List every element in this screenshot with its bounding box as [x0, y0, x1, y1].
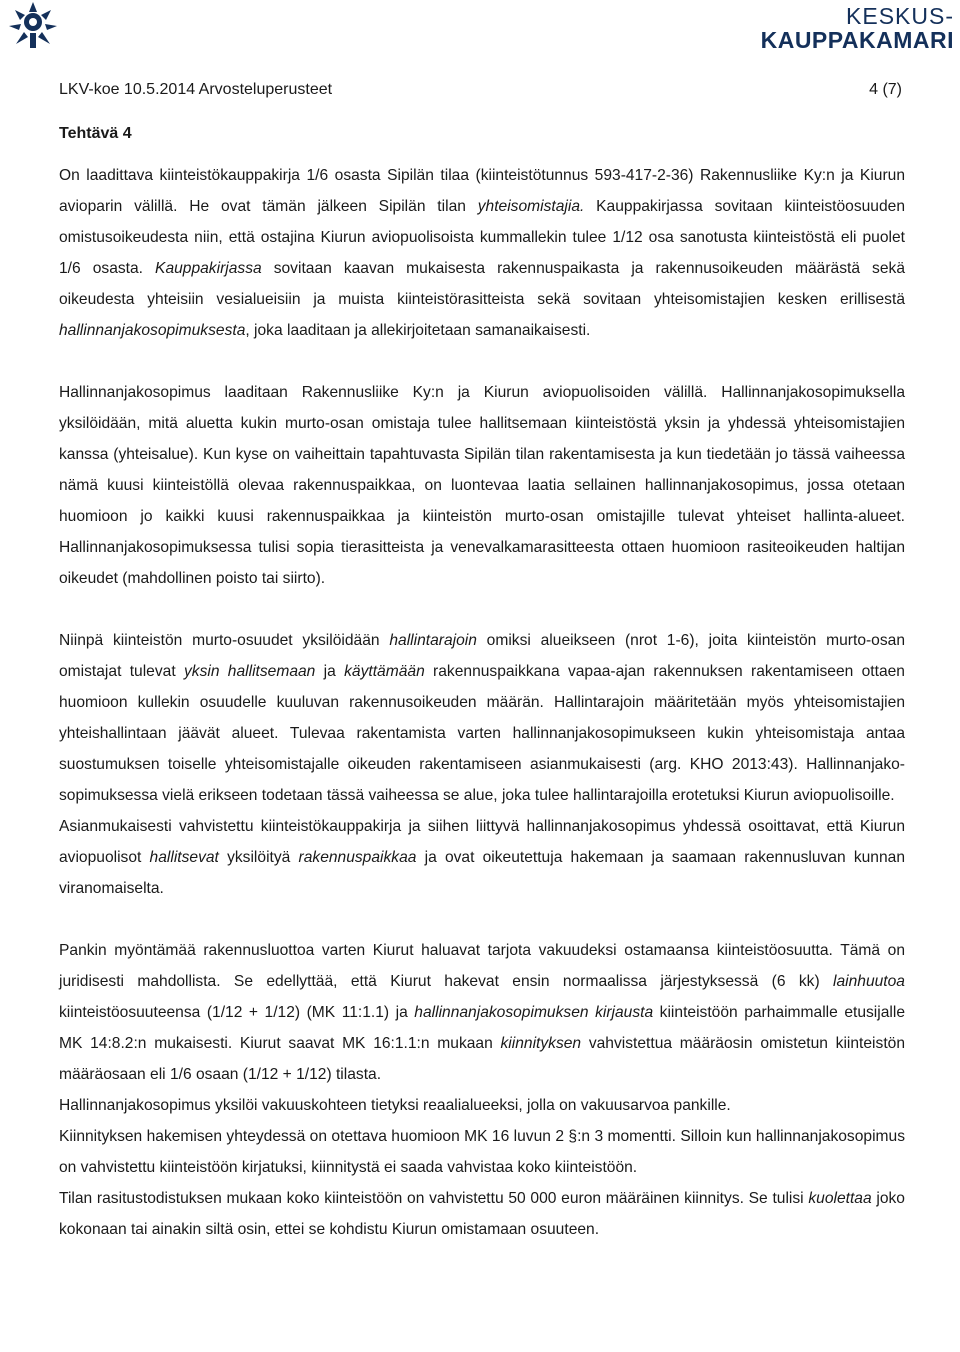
- italic-text: hallitsevat: [149, 849, 219, 866]
- italic-text: yhteisomistajia.: [477, 198, 585, 215]
- italic-text: kuolettaa: [808, 1190, 872, 1207]
- document-title: LKV-koe 10.5.2014 Arvosteluperusteet: [59, 81, 333, 98]
- paragraph-gap: [59, 904, 905, 935]
- paragraph: [59, 1121, 905, 1183]
- paragraph-gap: [59, 346, 905, 377]
- italic-text: hallinnanjakosopimuksesta: [59, 322, 246, 339]
- text-run: kiinteistöosuuteensa (1/12 + 1/12) (MK 11:1.1) ja: [59, 1004, 415, 1021]
- italic-text: lainhuutoa: [833, 973, 905, 990]
- paragraph: [59, 1090, 905, 1121]
- text-run: Asianmukaisesti vahvistettu kiinteistökauppakirja ja siihen liittyvä hallinnanjakosopimus yhdessä osoittavat, että Kiurun aviopuolisot: [59, 818, 905, 866]
- text-run: Kiinnityksen hakemisen yhteydessä on otettava huomioon MK 16 luvun 2 §:n 3 momentti. Silloin kun hallinnanjakosopimus on vahvistettu kiinteistöön kirjatuksi, kiinnitystä ei saada vahvistaa koko kiinteistöön.: [59, 1128, 905, 1176]
- paragraph-gap: [59, 594, 905, 625]
- text-run: Niinpä kiinteistön murto-osuudet yksilöidään: [59, 632, 390, 649]
- text-run: vahvistettua määräosin omistetun kiinteistön määräosaan eli 1/6 osaan (1/12 + 1/12) tilasta.: [59, 1035, 905, 1083]
- document-body: [59, 160, 905, 1245]
- italic-text: hallintarajoin: [389, 632, 477, 649]
- page-number: 4 (7): [869, 81, 902, 98]
- text-run: sovitaan kaavan mukaisesta rakennuspaikasta ja rakennusoikeuden määrästä sekä oikeudesta yhteisiin vesialueisiin ja muista kiinteistörasitteista sekä sovitaan yhteisomistajien kesken erillisestä: [59, 260, 905, 308]
- text-run: Hallinnanjakosopimus yksilöi vakuuskohteen tietyksi reaalialueeksi, jolla on vakuusarvoa pankille.: [59, 1097, 731, 1114]
- text-run: ja ovat oikeutettuja hakemaan ja saamaan rakennusluvan kunnan viranomaiselta.: [59, 849, 905, 897]
- paragraph: [59, 160, 905, 346]
- text-run: rakennuspaikkana vapaa-ajan rakennuksen rakentamiseen ottaen huomioon kullekin osuudelle kuuluvan rakennusoikeuden määrän. Hallintarajoin määritetään myös yhteisomistajien yhteishallintaan jäävät alueet. Tulevaa rakentamista varten hallinnanjakosopimukseen kukin yhteisomistaja antaa suostumuksen toiselle yhteisomistajalle oikeuden rakentamiseen asianmukaisesti (arg. KHO 2013:43). Hallinnanjako-sopimuksessa vielä erikseen todetaan tässä vaiheessa se alue, joka tulee hallintarajoilla erotetuksi Kiurun aviopuolisoille.: [59, 663, 905, 804]
- italic-text: Kauppakirjassa: [155, 260, 262, 277]
- italic-text: rakennuspaikkaa: [298, 849, 417, 866]
- paragraph: [59, 1183, 905, 1245]
- logo-line-1: KESKUS-: [846, 3, 954, 29]
- text-run: joko kokonaan tai ainakin siltä osin, ettei se kohdistu Kiurun omistamaan osuuteen.: [59, 1190, 905, 1238]
- italic-text: yksin hallitsemaan: [183, 663, 316, 680]
- text-run: Hallinnanjakosopimus laaditaan Rakennusliike Ky:n ja Kiurun aviopuolisoiden välillä. Hallinnanjakosopimuksella yksilöidään, mitä aluetta kukin murto-osan omistaja tulee hallitsemaan kiinteistöstä yksin ja yhdessä yhteisomistajien kanssa (yhteisalue). Kun kyse on vaiheittain tapahtuvasta Sipilän tilan rakentamisesta ja kun tiedetään jo tässä vaiheessa nämä kuusi kiinteistöllä olevaa rakennuspaikkaa, on luontevaa laatia sellainen hallinnanjakosopimus, jossa otetaan huomioon jo kaikki kuusi rakennuspaikkaa ja kiinteistön murto-osan omistajille tulevat yhteiset hallinta-alueet. Hallinnanjakosopimuksessa tulisi sopia tierasitteista ja venevalkamarasitteesta ottaen huomioon rasiteoikeuden haltijan oikeudet (mahdollinen poisto tai siirto).: [59, 384, 905, 587]
- keskuskauppakamari-logo: [761, 4, 954, 52]
- italic-text: hallinnanjakosopimuksen kirjausta: [414, 1004, 654, 1021]
- paragraph: [59, 811, 905, 904]
- italic-text: käyttämään: [344, 663, 425, 680]
- text-run: kiinteistöön parhaimmalle etusijalle MK 14:8.2:n mukaisesti. Kiurut saavat MK 16:1.1:n mukaan: [59, 1004, 906, 1052]
- text-run: yksilöityä: [218, 849, 299, 866]
- text-run: ja: [315, 663, 345, 680]
- paragraph: [59, 377, 905, 594]
- text-run: On laadittava kiinteistökauppakirja 1/6 osasta Sipilän tilaa (kiinteistötunnus 593-417-2-36) Rakennusliike Ky:n ja Kiurun avioparin välillä. He ovat tämän jälkeen Sipilän tilan: [59, 167, 905, 215]
- text-run: omiksi alueikseen (nrot 1-6), joita kiinteistön murto-osan omistajat tulevat: [59, 632, 905, 680]
- text-run: Pankin myöntämää rakennusluottoa varten Kiurut haluavat tarjota vakuudeksi ostamaansa kiinteistöosuutta. Tämä on juridisesti mahdollista. Se edellyttää, että Kiurut hakevat ensin normaalissa järjestyksessä (6 kk): [59, 942, 905, 990]
- page-header: [59, 80, 902, 100]
- text-run: , joka laaditaan ja allekirjoitetaan samanaikaisesti.: [245, 322, 591, 339]
- keskuskauppakamari-emblem-icon: [6, 0, 60, 50]
- paragraph: [59, 935, 905, 1090]
- logo-line-2: KAUPPAKAMARI: [760, 27, 954, 53]
- task-title: Tehtävä 4: [59, 125, 132, 142]
- italic-text: kiinnityksen: [500, 1035, 582, 1052]
- text-run: Kauppakirjassa sovitaan kiinteistöosuuden omistusoikeudesta niin, että ostajina Kiurun aviopuolisoista kummallekin tulee 1/12 osa sanotusta kiinteistöstä eli puolet 1/6 osasta.: [59, 198, 905, 277]
- text-run: Tilan rasitustodistuksen mukaan koko kiinteistöön on vahvistettu 50 000 euron määräinen kiinnitys. Se tulisi: [59, 1190, 809, 1207]
- paragraph: [59, 625, 905, 811]
